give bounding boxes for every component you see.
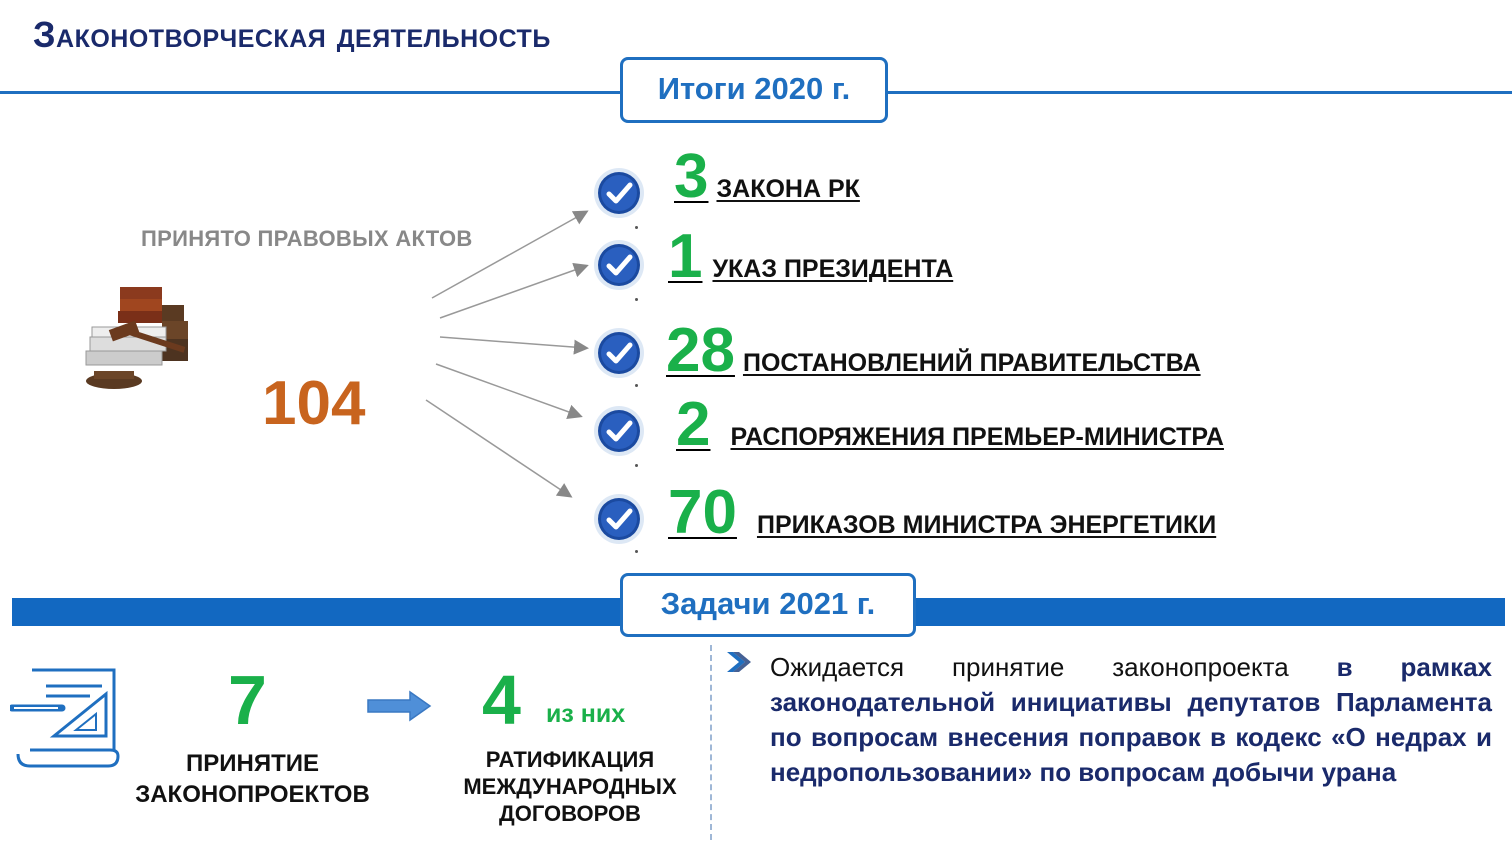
result-item [668, 142, 860, 211]
result-number: 28 [666, 316, 735, 385]
bullet-dot [635, 550, 638, 553]
check-badge-icon [592, 404, 646, 458]
page-title: Законотворческая деятельность [33, 14, 551, 55]
result-number: 3 [674, 142, 709, 211]
check-badge-icon [592, 166, 646, 220]
result-number: 70 [668, 478, 737, 547]
ratification-label: РАТИФИКАЦИЯ МЕЖДУНАРОДНЫХ ДОГОВОРОВ [463, 747, 677, 826]
bullet-dot [635, 298, 638, 301]
result-number: 1 [668, 222, 703, 291]
bullet-dot [635, 384, 638, 387]
ratification-suffix: из них [546, 700, 626, 728]
bills-count: 7 [228, 661, 267, 739]
result-label: ПРИКАЗОВ МИНИСТРА ЭНЕРГЕТИКИ [756, 511, 1217, 539]
check-badge-icon [592, 238, 646, 292]
right-arrow-icon [366, 690, 432, 722]
expectation-plain: Ожидается принятие законопроекта [770, 652, 1337, 682]
result-label: ПОСТАНОВЛЕНИЙ ПРАВИТЕЛЬСТВА [742, 349, 1201, 377]
chevron-bullet-icon [725, 650, 751, 674]
result-item [668, 222, 954, 291]
result-item [666, 316, 1201, 385]
result-label: ЗАКОНА РК [716, 175, 860, 203]
section-divider [710, 645, 712, 840]
check-badge-icon [592, 326, 646, 380]
results-2020-pill: Итоги 2020 г. [620, 57, 888, 123]
blueprint-ruler-icon [10, 664, 120, 774]
result-item [676, 390, 1224, 459]
ratification-count: 4 [482, 661, 521, 739]
bullet-dot [635, 226, 638, 229]
bullet-dot [635, 464, 638, 467]
result-label: РАСПОРЯЖЕНИЯ ПРЕМЬЕР-МИНИСТРА [730, 423, 1224, 451]
bills-label: ПРИНЯТИЕ ЗАКОНОПРОЕКТОВ [135, 750, 370, 808]
total-acts-count: 104 [262, 369, 366, 438]
result-number: 2 [676, 390, 711, 459]
result-label: УКАЗ ПРЕЗИДЕНТА [712, 255, 954, 283]
check-badge-icon [592, 492, 646, 546]
expectation-paragraph [770, 650, 1492, 790]
acts-label: ПРИНЯТО ПРАВОВЫХ АКТОВ [141, 226, 473, 251]
result-item [668, 478, 1217, 547]
tasks-2021-pill: Задачи 2021 г. [620, 573, 916, 637]
expectation-bold: в рамках законодательной инициативы депутатов Парламента по вопросам внесения поправок в кодекс «О недрах и недропользовании» по вопросам добычи урана [770, 652, 1492, 787]
